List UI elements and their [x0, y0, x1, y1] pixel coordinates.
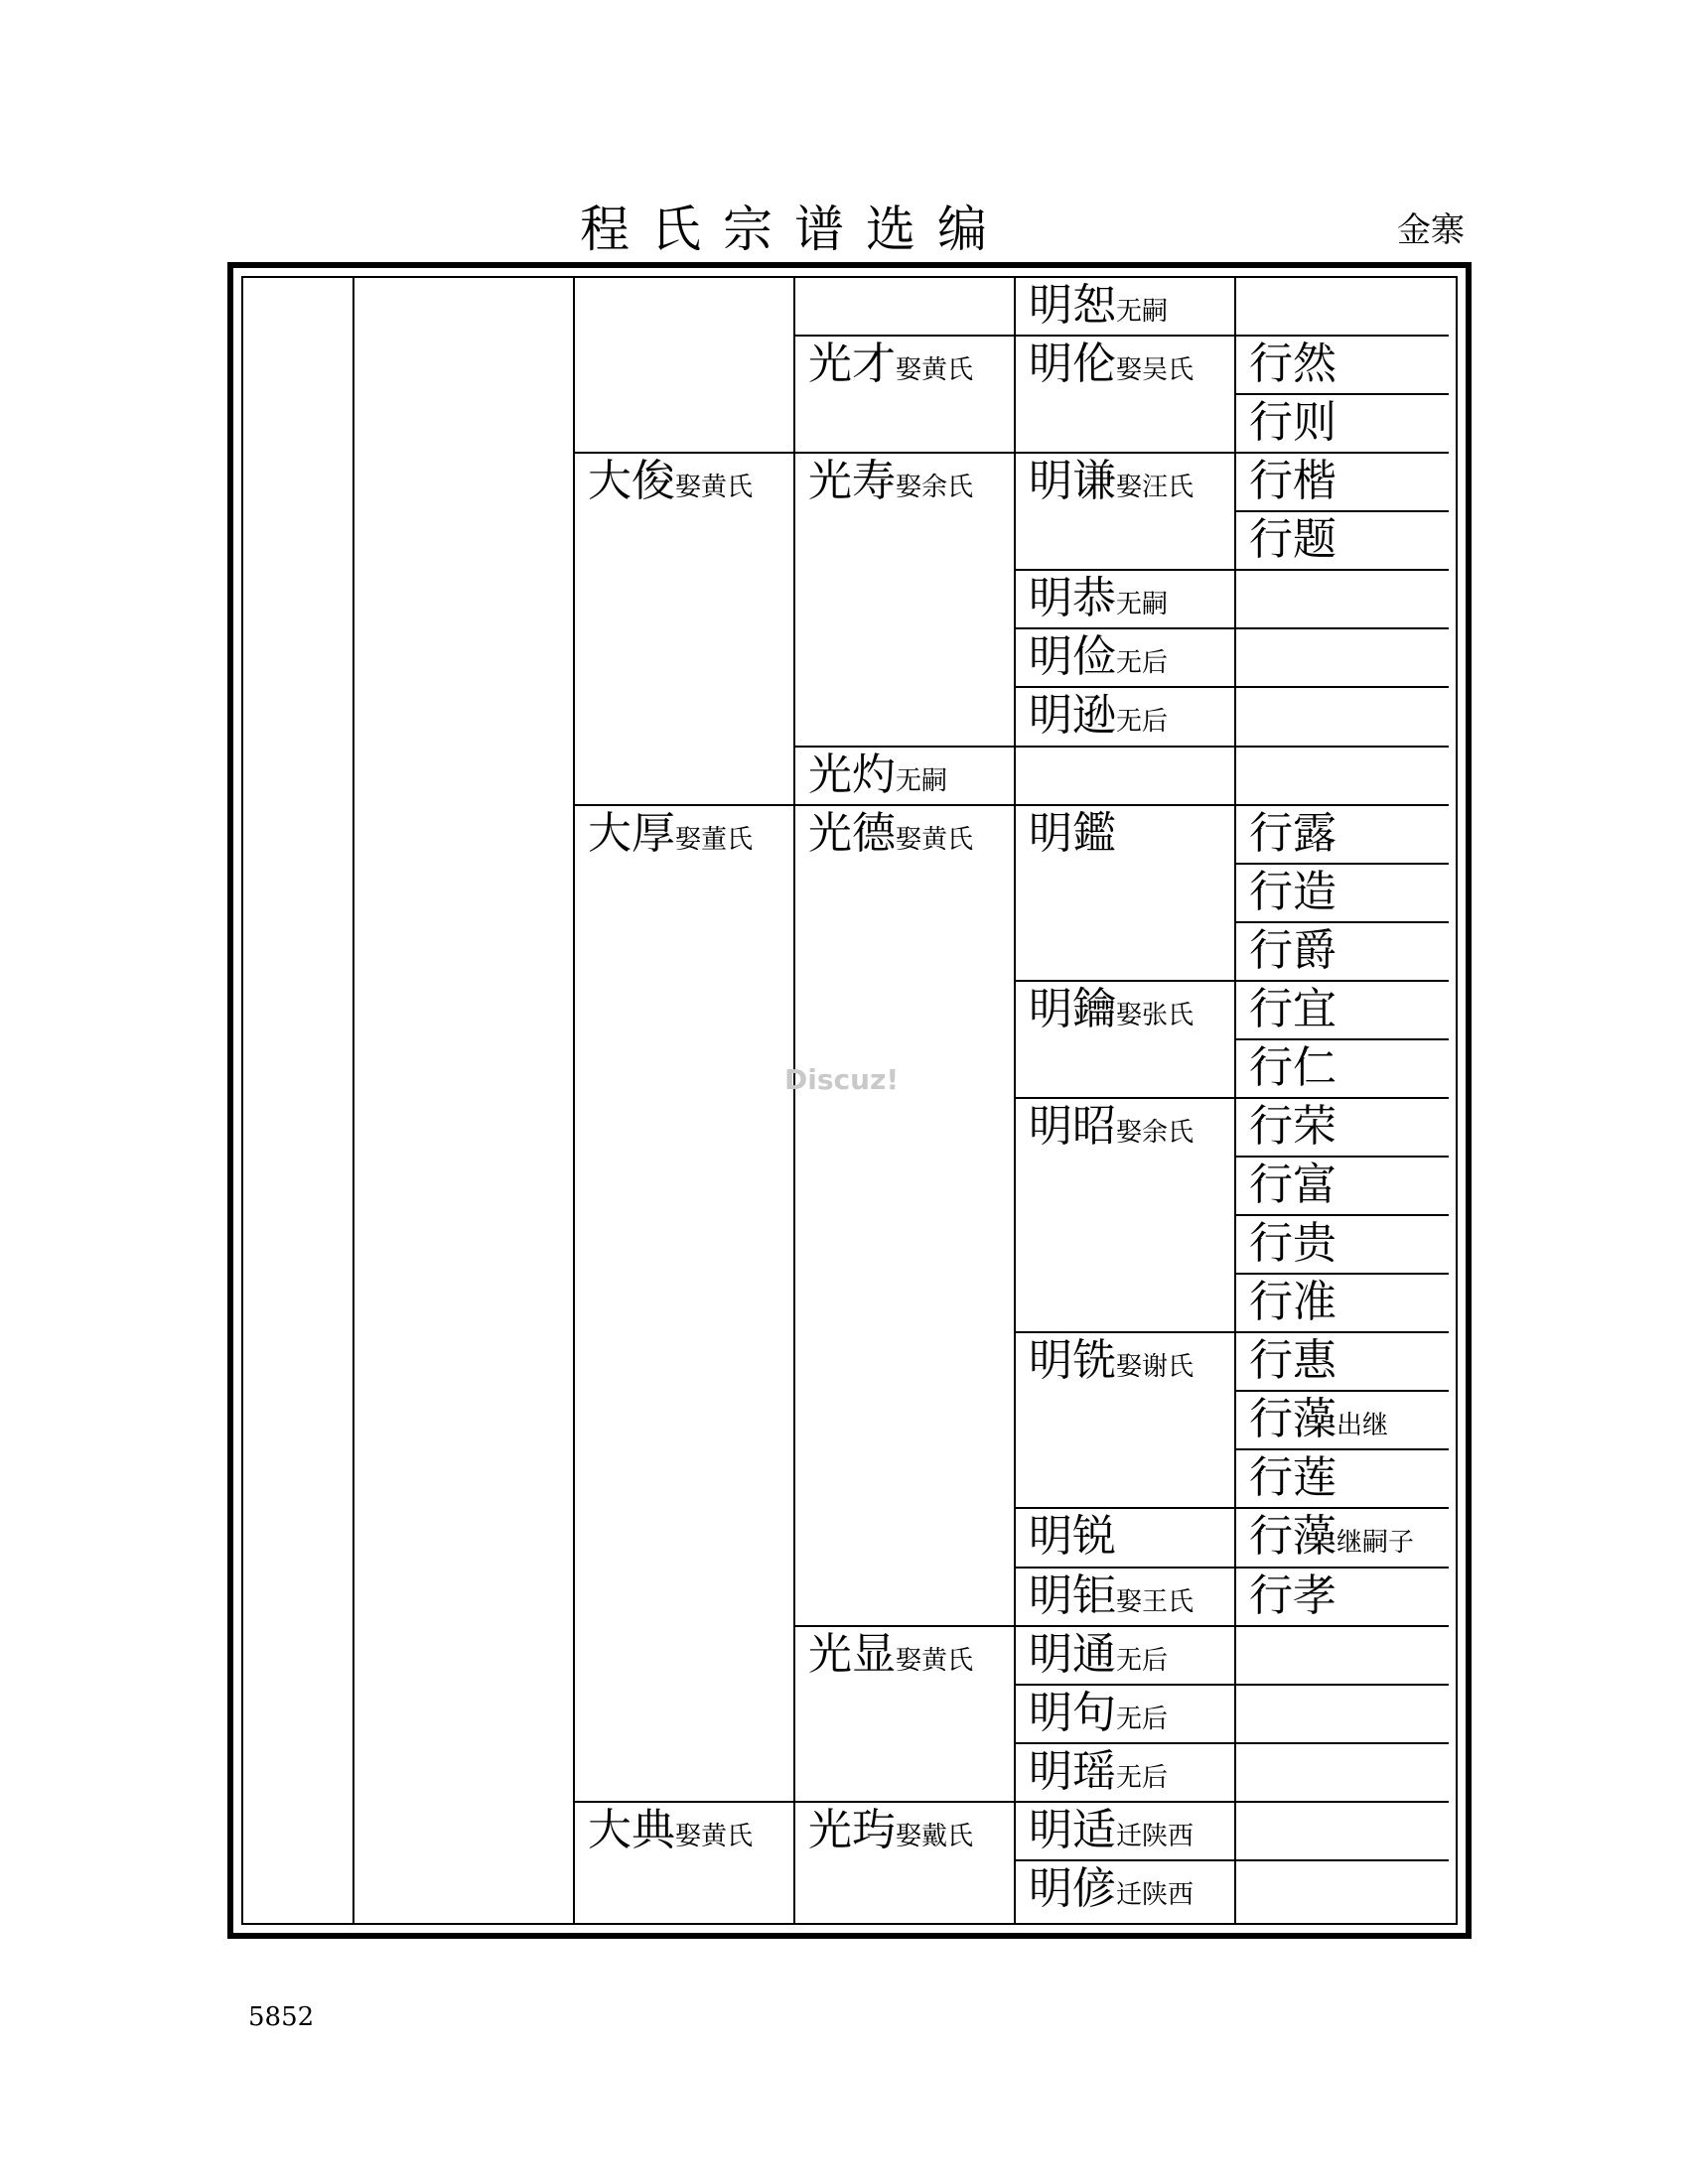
- column-6: [1235, 278, 1449, 1920]
- table-cell: [574, 1803, 794, 1920]
- person-name: 行藻: [1249, 1394, 1336, 1445]
- table-cell: [794, 454, 1015, 747]
- person-name: 光玙: [808, 1804, 896, 1855]
- table-cell: [1235, 1861, 1449, 1920]
- column-5: [1015, 278, 1235, 1920]
- table-cell: [1015, 571, 1235, 629]
- table-cell: [1015, 337, 1235, 454]
- table-cell: [1015, 688, 1235, 747]
- person-name: 明适: [1029, 1804, 1116, 1855]
- person-note: 娶谢氏: [1116, 1352, 1195, 1383]
- table-cell: [794, 1803, 1015, 1920]
- person-name: 明鑑: [1029, 807, 1116, 859]
- person-note: 无后: [1116, 648, 1169, 679]
- table-cell: [1235, 1744, 1449, 1803]
- table-cell: [1015, 1569, 1235, 1627]
- table-cell: [1015, 806, 1235, 982]
- table-cell: [1235, 629, 1449, 688]
- table-cell: [1235, 1333, 1449, 1392]
- person-name: 行孝: [1249, 1570, 1336, 1621]
- table-cell: [1015, 748, 1235, 806]
- table-cell: [794, 1627, 1015, 1803]
- column-3: [574, 278, 794, 1920]
- person-note: 继嗣子: [1336, 1528, 1415, 1559]
- person-name: 明通: [1029, 1628, 1116, 1680]
- person-name: 行然: [1249, 339, 1336, 390]
- table-cell: [1015, 1509, 1235, 1568]
- person-name: 明锐: [1029, 1511, 1116, 1563]
- table-cell: [574, 806, 794, 1803]
- person-name: 光显: [808, 1628, 896, 1680]
- person-name: 明钜: [1029, 1570, 1116, 1621]
- person-name: 行则: [1249, 397, 1336, 449]
- person-name: 行惠: [1249, 1335, 1336, 1387]
- person-name: 明铣: [1029, 1335, 1116, 1387]
- table-cell: [1235, 688, 1449, 747]
- table-cell: [1235, 748, 1449, 806]
- person-name: 行题: [1249, 514, 1336, 566]
- person-note: 娶黄氏: [896, 1645, 974, 1676]
- table-cell: [1235, 1686, 1449, 1744]
- person-note: 无后: [1116, 1704, 1169, 1734]
- table-cell: [1015, 1803, 1235, 1861]
- table-cell: [1235, 982, 1449, 1040]
- person-note: 无后: [1116, 707, 1169, 738]
- person-note: 迁陕西: [1116, 1821, 1195, 1851]
- table-cell: [1235, 1392, 1449, 1450]
- person-name: 明昭: [1029, 1100, 1116, 1152]
- person-name: 行藻: [1249, 1511, 1336, 1563]
- table-cell: [1015, 1627, 1235, 1686]
- genealogy-table-frame: [227, 262, 1472, 1939]
- person-name: 明恕: [1029, 280, 1116, 331]
- person-name: 明偐: [1029, 1862, 1116, 1914]
- column-divider: [793, 278, 795, 1923]
- table-cell: [1015, 982, 1235, 1099]
- person-note: 娶黄氏: [896, 355, 974, 386]
- table-cell: [1235, 1040, 1449, 1099]
- person-note: 娶张氏: [1116, 1000, 1195, 1030]
- person-name: 行荣: [1249, 1100, 1336, 1152]
- table-cell: [1235, 1509, 1449, 1568]
- table-cell: [1015, 1744, 1235, 1803]
- table-cell: [1015, 1099, 1235, 1333]
- person-note: 无后: [1116, 1645, 1169, 1676]
- person-name: 行富: [1249, 1160, 1336, 1211]
- person-note: 无嗣: [896, 765, 948, 796]
- person-name: 光才: [808, 339, 896, 390]
- person-note: 无后: [1116, 1762, 1169, 1793]
- column-1: [243, 278, 353, 1920]
- table-cell: [1235, 923, 1449, 982]
- table-cell: [574, 454, 794, 805]
- table-cell: [1235, 395, 1449, 454]
- table-cell: [794, 748, 1015, 806]
- table-cell: [1015, 454, 1235, 571]
- person-note: 娶汪氏: [1116, 473, 1195, 503]
- person-name: 行仁: [1249, 1041, 1336, 1093]
- person-name: 明鑰: [1029, 983, 1116, 1034]
- person-name: 行楷: [1249, 456, 1336, 507]
- person-note: 迁陕西: [1116, 1879, 1195, 1910]
- table-cell: [794, 278, 1015, 337]
- person-note: 娶黄氏: [675, 1821, 754, 1851]
- column-divider: [1014, 278, 1016, 1923]
- table-cell: [1235, 865, 1449, 923]
- table-cell: [1235, 571, 1449, 629]
- person-note: 出继: [1336, 1411, 1389, 1441]
- person-name: 大典: [588, 1804, 675, 1855]
- column-divider: [1234, 278, 1236, 1923]
- table-cell: [1235, 278, 1449, 337]
- person-note: 无嗣: [1116, 590, 1169, 620]
- table-cell: [1235, 1216, 1449, 1275]
- person-note: 娶董氏: [675, 824, 754, 855]
- table-cell: [1015, 278, 1235, 337]
- person-note: 娶戴氏: [896, 1821, 974, 1851]
- person-name: 明伦: [1029, 339, 1116, 390]
- person-name: 行爵: [1249, 924, 1336, 976]
- page-title: 程氏宗谱选编: [580, 201, 1009, 258]
- person-name: 明句: [1029, 1687, 1116, 1738]
- table-cell: [1235, 1158, 1449, 1216]
- column-divider: [352, 278, 354, 1923]
- person-name: 明瑶: [1029, 1745, 1116, 1797]
- watermark: Discuz!: [784, 1063, 900, 1096]
- person-note: 娶黄氏: [675, 473, 754, 503]
- table-cell: [794, 806, 1015, 1627]
- column-2: [353, 278, 574, 1920]
- person-note: 娶余氏: [1116, 1117, 1195, 1148]
- person-name: 行宜: [1249, 983, 1336, 1034]
- person-name: 明俭: [1029, 631, 1116, 683]
- person-name: 明谦: [1029, 456, 1116, 507]
- person-name: 行准: [1249, 1277, 1336, 1328]
- table-cell: [1235, 806, 1449, 865]
- table-cell: [1235, 1275, 1449, 1333]
- table-cell: [1235, 1099, 1449, 1158]
- person-note: 娶吴氏: [1116, 355, 1195, 386]
- table-cell: [574, 278, 794, 454]
- table-cell: [1235, 1803, 1449, 1861]
- person-name: 大俊: [588, 456, 675, 507]
- person-note: 娶余氏: [896, 473, 974, 503]
- table-cell: [353, 278, 574, 1920]
- person-note: 无嗣: [1116, 297, 1169, 327]
- person-name: 光寿: [808, 456, 896, 507]
- person-name: 行露: [1249, 807, 1336, 859]
- table-cell: [794, 337, 1015, 454]
- person-name: 光德: [808, 807, 896, 859]
- table-cell: [1015, 1861, 1235, 1920]
- person-note: 娶黄氏: [896, 824, 974, 855]
- person-name: 大厚: [588, 807, 675, 859]
- table-cell: [1015, 1686, 1235, 1744]
- table-cell: [1015, 1333, 1235, 1509]
- table-cell: [1235, 454, 1449, 512]
- table-cell: [1235, 1569, 1449, 1627]
- page-number: 5852: [248, 2002, 315, 2032]
- person-note: 娶王氏: [1116, 1586, 1195, 1617]
- person-name: 光灼: [808, 749, 896, 800]
- table-cell: [1235, 1627, 1449, 1686]
- place-name: 金寨: [1397, 210, 1465, 250]
- person-name: 行贵: [1249, 1218, 1336, 1270]
- table-cell: [1235, 1450, 1449, 1509]
- person-name: 明恭: [1029, 573, 1116, 624]
- table-cell: [1015, 629, 1235, 688]
- table-cell: [1235, 337, 1449, 395]
- genealogy-table: [241, 276, 1458, 1925]
- person-name: 行造: [1249, 866, 1336, 917]
- person-name: 行莲: [1249, 1452, 1336, 1504]
- column-divider: [573, 278, 575, 1923]
- person-name: 明逊: [1029, 690, 1116, 742]
- table-cell: [1235, 512, 1449, 571]
